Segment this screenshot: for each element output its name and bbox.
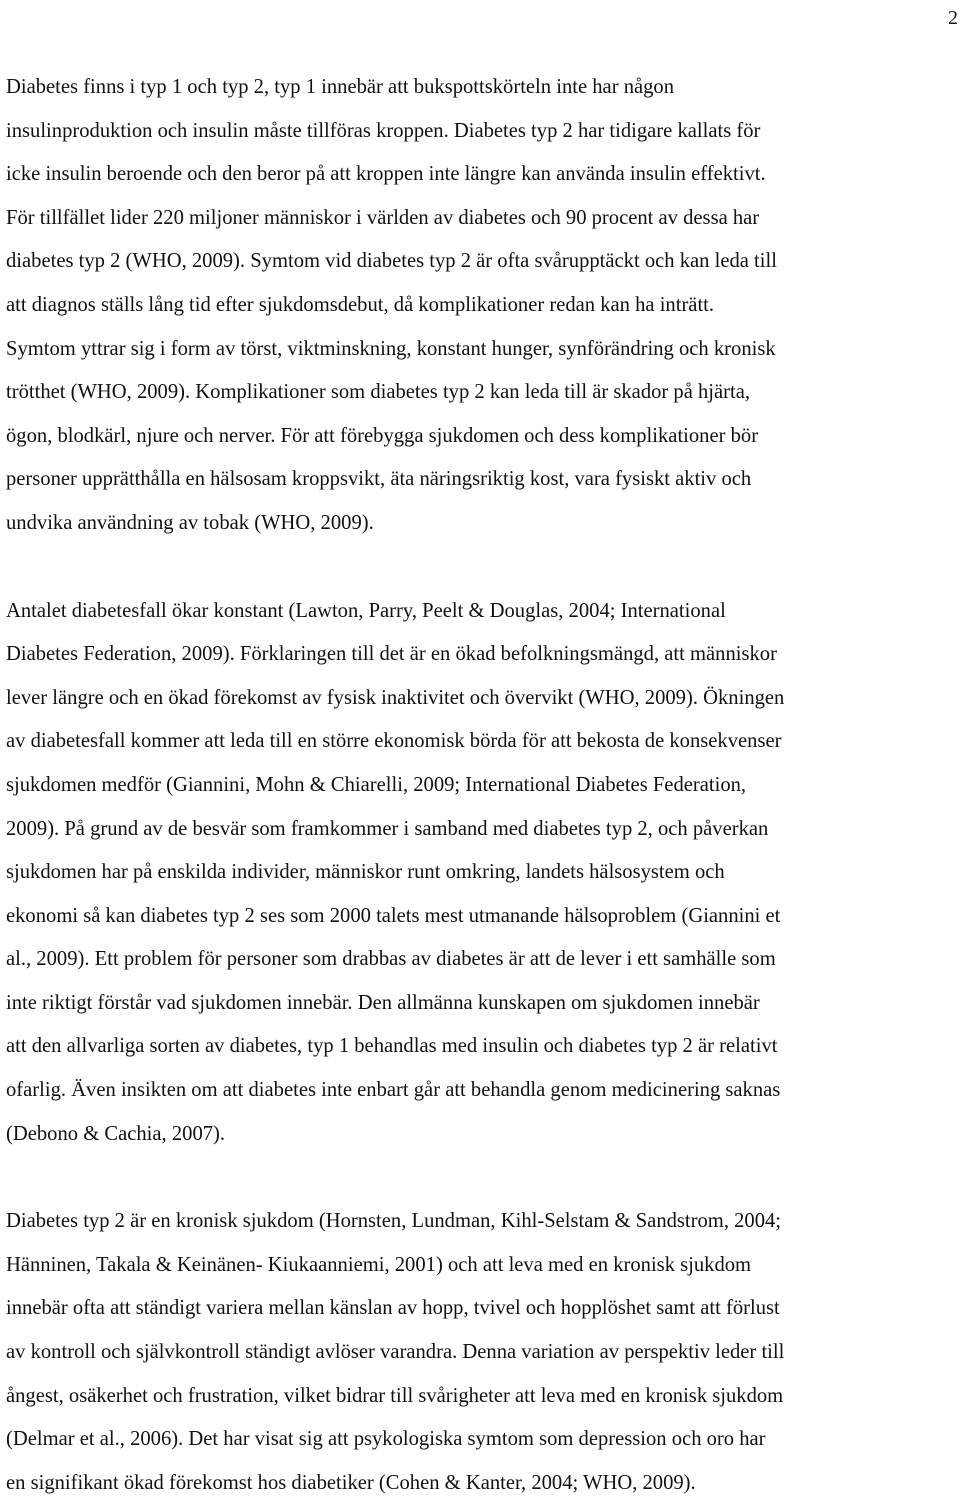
text-line: ögon, blodkärl, njure och nerver. För att förebygga sjukdomen och dess komplikationer bör xyxy=(6,424,759,447)
text-line: Diabetes finns i typ 1 och typ 2, typ 1 innebär att bukspottskörteln inte har någon xyxy=(6,76,675,98)
text-line: innebär ofta att ständigt variera mellan känslan av hopp, tvivel och hopplöshet samt att förlust xyxy=(6,1297,780,1320)
text-line: insulinproduktion och insulin måste tillföras kroppen. Diabetes typ 2 har tidigare kallats för xyxy=(6,119,761,142)
text-line: trötthet (WHO, 2009). Komplikationer som diabetes typ 2 kan leda till är skador på hjärta, xyxy=(6,381,751,404)
document-body xyxy=(6,66,958,1505)
text-line: sjukdomen medför (Giannini, Mohn & Chiarelli, 2009; International Diabetes Federation, xyxy=(6,773,747,796)
text-line: Diabetes typ 2 är en kronisk sjukdom (Hornsten, Lundman, Kihl-Selstam & Sandstrom, 2004; xyxy=(6,1210,782,1233)
text-line: inte riktigt förstår vad sjukdomen innebär. Den allmänna kunskapen om sjukdomen innebär xyxy=(6,991,760,1014)
text-line: icke insulin beroende och den beror på att kroppen inte längre kan använda insulin effektivt. xyxy=(6,163,766,186)
text-line: Diabetes Federation, 2009). Förklaringen till det är en ökad befolkningsmängd, att människor xyxy=(6,643,777,666)
text-line: Hänninen, Takala & Keinänen- Kiukaanniemi, 2001) och att leva med en kronisk sjukdom xyxy=(6,1253,752,1276)
text-line: av kontroll och självkontroll ständigt avlöser varandra. Denna variation av perspektiv leder till xyxy=(6,1341,785,1364)
text-line: undvika användning av tobak (WHO, 2009). xyxy=(6,511,374,534)
text-line: 2009). På grund av de besvär som framkommer i samband med diabetes typ 2, och påverkan xyxy=(6,817,769,840)
text-line: lever längre och en ökad förekomst av fysisk inaktivitet och övervikt (WHO, 2009). Ökningen xyxy=(6,686,785,709)
text-line: en signifikant ökad förekomst hos diabetiker (Cohen & Kanter, 2004; WHO, 2009). xyxy=(6,1471,696,1494)
paragraph-2 xyxy=(6,590,958,1157)
text-line: al., 2009). Ett problem för personer som drabbas av diabetes är att de lever i ett samhälle som xyxy=(6,948,776,971)
text-line: ångest, osäkerhet och frustration, vilket bidrar till svårigheter att leva med en kronisk sjukdom xyxy=(6,1384,784,1407)
text-line: sjukdomen har på enskilda individer, människor runt omkring, landets hälsosystem och xyxy=(6,861,725,884)
text-line: diabetes typ 2 (WHO, 2009). Symtom vid diabetes typ 2 är ofta svårupptäckt och kan leda till xyxy=(6,250,777,273)
text-line: Antalet diabetesfall ökar konstant (Lawton, Parry, Peelt & Douglas, 2004; International xyxy=(6,599,726,622)
text-line: ekonomi så kan diabetes typ 2 ses som 2000 talets mest utmanande hälsoproblem (Giannini et xyxy=(6,904,781,927)
text-line: (Debono & Cachia, 2007). xyxy=(6,1122,226,1145)
text-line: att den allvarliga sorten av diabetes, typ 1 behandlas med insulin och diabetes typ 2 är relativt xyxy=(6,1035,778,1058)
text-line: Symtom yttrar sig i form av törst, viktminskning, konstant hunger, synförändring och kronisk xyxy=(6,337,776,360)
text-line: av diabetesfall kommer att leda till en större ekonomisk börda för att bekosta de konsekvenser xyxy=(6,730,782,753)
paragraph-3 xyxy=(6,1200,958,1505)
text-line: ofarlig. Även insikten om att diabetes inte enbart går att behandla genom medicinering saknas xyxy=(6,1079,781,1102)
page-number: 2 xyxy=(948,7,958,29)
text-line: För tillfället lider 220 miljoner människor i världen av diabetes och 90 procent av dessa har xyxy=(6,206,760,229)
text-line: (Delmar et al., 2006). Det har visat sig att psykologiska symtom som depression och oro har xyxy=(6,1428,766,1451)
text-line: personer upprätthålla en hälsosam kroppsvikt, äta näringsriktig kost, vara fysiskt aktiv och xyxy=(6,468,752,491)
text-line: att diagnos ställs lång tid efter sjukdomsdebut, då komplikationer redan kan ha inträtt. xyxy=(6,293,715,316)
paragraph-1 xyxy=(6,66,958,546)
